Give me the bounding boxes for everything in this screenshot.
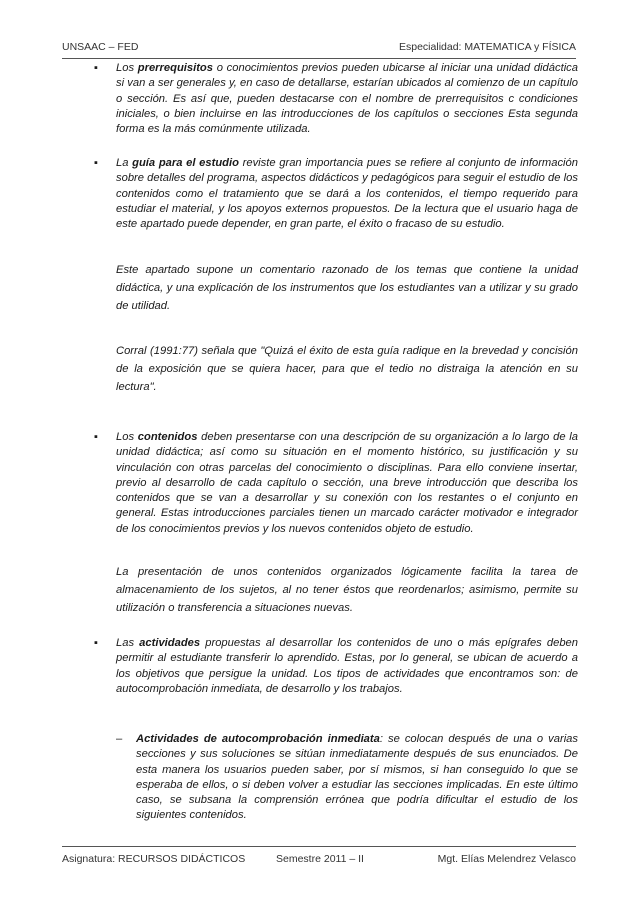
bullet-text: reviste gran importancia pues se refiere al conjunto de información sobre detalles del programa, aspectos didácticos y pedagógicos para seguir el estudio de los contenidos como el tratamiento que se dará a los contenidos, el tiempo requerido para estudiar el material, y los apoyos externos propuestos. De la lectura que el usuario haga de este apartado puede depender, en gran parte, el éxito o fracaso de su estudio. [116,157,578,231]
footer-author: Mgt. Elías Melendrez Velasco [437,853,576,865]
bullet-text-pre: Los [116,431,138,443]
header-specialty: Especialidad: MATEMATICA y FÍSICA [399,41,576,53]
bullet-term: actividades [139,637,201,649]
header-institution: UNSAAC – FED [62,41,139,53]
paragraph-presentacion: La presentación de unos contenidos organizados lógicamente facilita la tarea de almacenamiento de los sujetos, al no tener éstos que reordenarlos; asimismo, permite su utilización o transferencia a situaciones nuevas. [116,566,578,614]
footer-semester: Semestre 2011 – II [276,853,364,865]
bullet-text: deben presentarse con una descripción de su organización a lo largo de la unidad didáctica; así como su situación en el momento histórico, su justificación y su vinculación con otras parcelas del conocimiento o disciplinas. Para ello conviene insertar, previo al desarrollo de cada capítulo o sección, una breve introducción que describa los contenidos que se van a desarrollar y su conexión con los restantes o el conjunto en general. Estas introducciones parciales tienen un marcado carácter motivador e integrador de los conocimientos previos y los nuevos contenidos objeto de estudio. [116,431,578,535]
paragraph-apartado: Este apartado supone un comentario razonado de los temas que contiene la unidad didáctica, y una explicación de los instrumentos que los estudiantes van a utilizar y su grado de utilidad. [116,264,578,312]
bullet-text: propuestas al desarrollar los contenidos de uno o más epígrafes deben permitir al estudiante transferir lo aprendido. Estas, por lo general, se ubican de acuerdo a los objetivos que persigue la unidad. Los tipos de actividades que encontramos son: de autocomprobación inmediata, de desarrollo y los trabajos. [116,637,578,695]
bullet-guia-estudio [116,156,578,232]
subitem-autocomprobacion [136,732,578,824]
paragraph-corral-quote: Corral (1991:77) señala que "Quizá el éxito de esta guía radique en la brevedad y concisión de la exposición que se quiera hacer, para que el tedio no distraiga la atención en su lectura". [116,345,578,393]
subitem-term: Actividades de autocomprobación inmediata [136,733,380,745]
page-footer [62,846,576,867]
bullet-term: guía para el estudio [132,157,239,169]
footer-course: Asignatura: RECURSOS DIDÁCTICOS [62,853,246,865]
page-header [62,40,576,59]
bullet-contenidos [116,430,578,537]
bullet-text-pre: La [116,157,133,169]
bullet-text-pre: Los [116,62,138,74]
subitem-text: : se colocan después de una o varias secciones y sus soluciones se sitúan inmediatamente después de sus enunciados. De esta manera los usuarios pueden saber, por sí mismos, si han conseguido lo que se esperaba de ellos, o si deben volver a estudiar las secciones implicadas. En este último caso, se subsana la comprensión errónea que podría dificultar el estudio de los siguientes contenidos. [136,733,578,822]
bullet-term: prerrequisitos [137,62,213,74]
bullet-text: o conocimientos previos pueden ubicarse al iniciar una unidad didáctica si van a ser generales y, en caso de detallarse, estarían ubicados al comienzo de un capítulo o sección. Es así que, pueden destacarse con el nombre de prerrequisitos c condiciones iniciales, o bien incluirse en las introducciones de los capítulos o secciones Esta segunda forma es la más comúnmente utilizada. [116,62,578,136]
bullet-prerrequisitos [116,61,578,137]
bullet-term: contenidos [137,431,198,443]
bullet-actividades [116,636,578,697]
bullet-text-pre: Las [116,637,140,649]
